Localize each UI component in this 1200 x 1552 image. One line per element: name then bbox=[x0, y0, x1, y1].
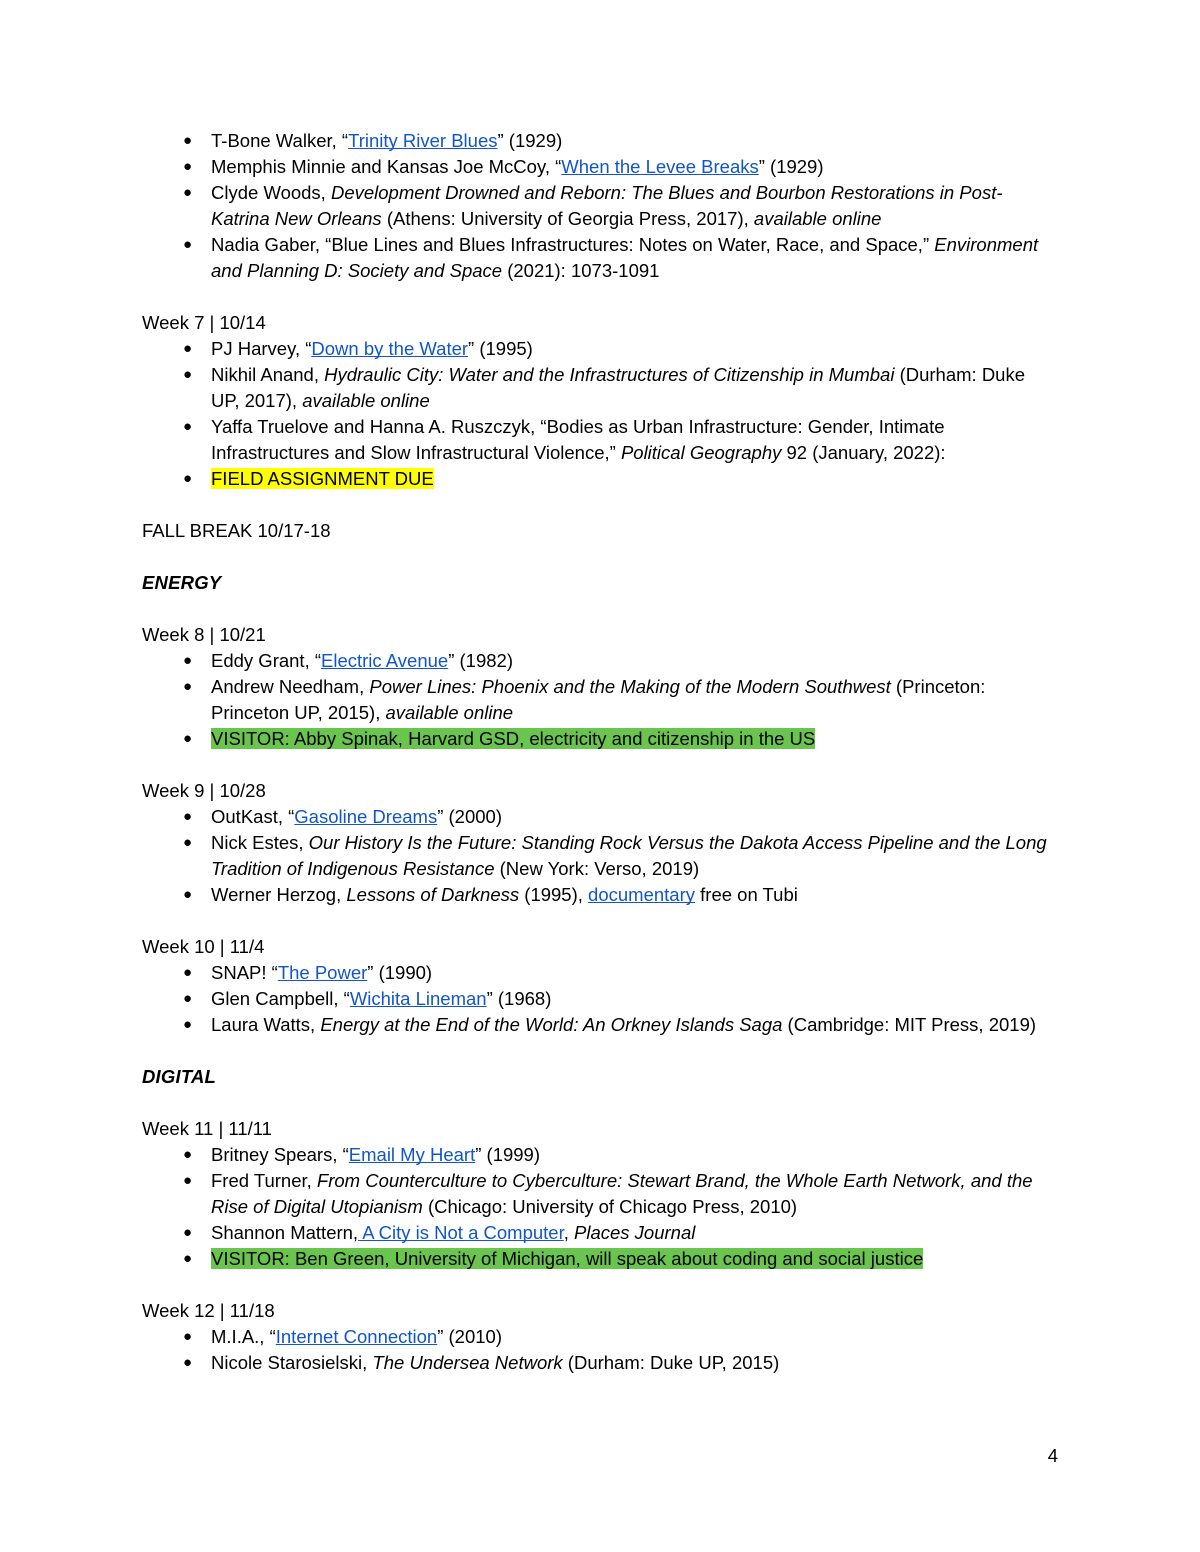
list-item bbox=[142, 882, 1058, 908]
citation-text: Fred Turner, bbox=[211, 1170, 317, 1191]
song-link[interactable]: Trinity River Blues bbox=[348, 130, 498, 151]
citation-text: (Princeton: Princeton UP, 2015), bbox=[211, 676, 986, 723]
citation-text: Memphis Minnie and Kansas Joe McCoy, “ bbox=[211, 156, 562, 177]
week10-reading-list bbox=[142, 960, 1058, 1038]
bullet-icon: ● bbox=[183, 1354, 193, 1371]
week-heading-7: Week 7 | 10/14 bbox=[142, 312, 266, 333]
bullet-icon: ● bbox=[183, 886, 193, 903]
citation-text: Eddy Grant, “ bbox=[211, 650, 322, 671]
book-title: Power Lines: Phoenix and the Making of the Modern Southwest bbox=[369, 676, 891, 697]
week-heading-11: Week 11 | 11/11 bbox=[142, 1118, 272, 1139]
list-item bbox=[142, 804, 1058, 830]
bullet-icon: ● bbox=[183, 132, 193, 149]
week-heading-10: Week 10 | 11/4 bbox=[142, 936, 265, 957]
book-title: Development Drowned and Reborn: The Blues and Bourbon Restorations in Post-Katrina New Orleans bbox=[211, 182, 1003, 229]
bullet-icon: ● bbox=[183, 652, 193, 669]
week12-reading-list bbox=[142, 1324, 1058, 1376]
citation-text: (Chicago: University of Chicago Press, 2010) bbox=[422, 1196, 798, 1217]
article-link[interactable]: A City is Not a Computer bbox=[358, 1222, 564, 1243]
citation-text: ” (1929) bbox=[497, 130, 563, 151]
paragraph-spacer bbox=[142, 284, 1058, 310]
citation-text: (New York: Verso, 2019) bbox=[494, 858, 700, 879]
list-item bbox=[142, 154, 1058, 180]
citation-text: free on Tubi bbox=[695, 884, 798, 905]
page-number: 4 bbox=[1047, 1445, 1058, 1466]
assignment-due-highlight: FIELD ASSIGNMENT DUE bbox=[211, 468, 434, 489]
citation-text: ” (1999) bbox=[475, 1144, 541, 1165]
list-item bbox=[142, 362, 1058, 414]
paragraph-spacer bbox=[142, 908, 1058, 934]
week11-reading-list bbox=[142, 1142, 1058, 1272]
bullet-icon: ● bbox=[183, 990, 193, 1007]
list-item bbox=[142, 180, 1058, 232]
paragraph-spacer bbox=[142, 596, 1058, 622]
citation-text: Nick Estes, bbox=[211, 832, 309, 853]
song-link[interactable]: Wichita Lineman bbox=[349, 988, 487, 1009]
citation-text: T-Bone Walker, “ bbox=[211, 130, 349, 151]
song-link[interactable]: Gasoline Dreams bbox=[294, 806, 438, 827]
citation-text: ” (1995) bbox=[468, 338, 533, 359]
list-item bbox=[142, 1220, 1058, 1246]
week9-reading-list bbox=[142, 804, 1058, 908]
book-title: From Counterculture to Cyberculture: Stewart Brand, the Whole Earth Network, and the Rise of Digital Utopianism bbox=[211, 1170, 1033, 1217]
citation-text: Nikhil Anand, bbox=[211, 364, 325, 385]
bullet-icon: ● bbox=[183, 184, 193, 201]
bullet-icon: ● bbox=[183, 470, 193, 487]
song-link[interactable]: When the Levee Breaks bbox=[561, 156, 759, 177]
citation-text: Shannon Mattern, bbox=[211, 1222, 359, 1243]
document-body bbox=[142, 128, 1058, 1376]
week8-reading-list bbox=[142, 648, 1058, 752]
citation-text: (Cambridge: MIT Press, 2019) bbox=[782, 1014, 1037, 1035]
citation-text: ” (2010) bbox=[437, 1326, 502, 1347]
citation-text: Yaffa Truelove and Hanna A. Ruszczyk, “Bodies as Urban Infrastructure: Gender, Intimate Infrastructures and Slow Infrastructural Violence,” bbox=[211, 416, 945, 463]
bullet-icon: ● bbox=[183, 678, 193, 695]
bullet-icon: ● bbox=[183, 1328, 193, 1345]
book-title: Hydraulic City: Water and the Infrastructures of Citizenship in Mumbai bbox=[324, 364, 895, 385]
song-link[interactable]: Down by the Water bbox=[311, 338, 469, 359]
list-item bbox=[142, 726, 1058, 752]
bullet-icon: ● bbox=[183, 1016, 193, 1033]
paragraph-spacer bbox=[142, 544, 1058, 570]
bullet-icon: ● bbox=[183, 834, 193, 851]
bullet-icon: ● bbox=[183, 964, 193, 981]
citation-text: OutKast, “ bbox=[211, 806, 295, 827]
book-title: Our History Is the Future: Standing Rock Versus the Dakota Access Pipeline and the Long Tradition of Indigenous Resistance bbox=[211, 832, 1047, 879]
citation-text: 92 (January, 2022): bbox=[781, 442, 946, 463]
citation-text: , bbox=[563, 1222, 575, 1243]
citation-text: Nicole Starosielski, bbox=[211, 1352, 373, 1373]
journal-title: Environment and Planning D: Society and Space bbox=[211, 234, 1039, 281]
bullet-icon: ● bbox=[183, 366, 193, 383]
film-title: Lessons of Darkness bbox=[346, 884, 520, 905]
list-item bbox=[142, 1350, 1058, 1376]
book-title: Energy at the End of the World: An Orkney Islands Saga bbox=[320, 1014, 783, 1035]
citation-text: Laura Watts, bbox=[211, 1014, 321, 1035]
list-item bbox=[142, 960, 1058, 986]
citation-text: Nadia Gaber, “Blue Lines and Blues Infrastructures: Notes on Water, Race, and Space,” bbox=[211, 234, 935, 255]
bullet-icon: ● bbox=[183, 236, 193, 253]
citation-text: (Durham: Duke UP, 2017), bbox=[211, 364, 1026, 411]
bullet-icon: ● bbox=[183, 808, 193, 825]
song-link[interactable]: Email My Heart bbox=[348, 1144, 476, 1165]
paragraph-spacer bbox=[142, 752, 1058, 778]
list-item bbox=[142, 336, 1058, 362]
bullet-icon: ● bbox=[183, 1146, 193, 1163]
list-item bbox=[142, 232, 1058, 284]
citation-text: Britney Spears, “ bbox=[211, 1144, 349, 1165]
citation-text: ” (2000) bbox=[437, 806, 502, 827]
week7-reading-list bbox=[142, 336, 1058, 492]
citation-text: Clyde Woods, bbox=[211, 182, 331, 203]
list-item bbox=[142, 674, 1058, 726]
list-item bbox=[142, 986, 1058, 1012]
availability-note: available online bbox=[302, 390, 430, 411]
bullet-icon: ● bbox=[183, 1172, 193, 1189]
citation-text: (2021): 1073-1091 bbox=[502, 260, 660, 281]
book-title: The Undersea Network bbox=[372, 1352, 563, 1373]
citation-text: ” (1990) bbox=[367, 962, 433, 983]
song-link[interactable]: The Power bbox=[277, 962, 368, 983]
citation-text: Andrew Needham, bbox=[211, 676, 370, 697]
list-item bbox=[142, 1012, 1058, 1038]
bullet-icon: ● bbox=[183, 1224, 193, 1241]
visitor-highlight: VISITOR: Abby Spinak, Harvard GSD, electricity and citizenship in the US bbox=[211, 728, 816, 749]
journal-title: Places Journal bbox=[574, 1222, 696, 1243]
bullet-icon: ● bbox=[183, 418, 193, 435]
list-item bbox=[142, 1168, 1058, 1220]
paragraph-spacer bbox=[142, 1272, 1058, 1298]
song-link[interactable]: Electric Avenue bbox=[321, 650, 449, 671]
bullet-icon: ● bbox=[183, 1250, 193, 1267]
section-heading-digital: DIGITAL bbox=[142, 1066, 217, 1087]
bullet-icon: ● bbox=[183, 730, 193, 747]
list-item bbox=[142, 1142, 1058, 1168]
week-heading-12: Week 12 | 11/18 bbox=[142, 1300, 275, 1321]
list-item bbox=[142, 414, 1058, 466]
citation-text: Glen Campbell, “ bbox=[211, 988, 350, 1009]
list-item bbox=[142, 466, 1058, 492]
bullet-icon: ● bbox=[183, 340, 193, 357]
list-item bbox=[142, 830, 1058, 882]
documentary-link[interactable]: documentary bbox=[588, 884, 695, 905]
citation-text: ” (1929) bbox=[758, 156, 824, 177]
citation-text: (1995), bbox=[519, 884, 589, 905]
citation-text: Werner Herzog, bbox=[211, 884, 347, 905]
availability-note: available online bbox=[753, 208, 882, 229]
week-heading-8: Week 8 | 10/21 bbox=[142, 624, 266, 645]
list-item bbox=[142, 1324, 1058, 1350]
citation-text: ” (1982) bbox=[448, 650, 513, 671]
citation-text: SNAP! “ bbox=[211, 962, 278, 983]
paragraph-spacer bbox=[142, 492, 1058, 518]
section-heading-energy: ENERGY bbox=[142, 572, 222, 593]
fall-break-note: FALL BREAK 10/17-18 bbox=[142, 520, 331, 541]
week6-reading-list bbox=[142, 128, 1058, 284]
journal-title: Political Geography bbox=[620, 442, 782, 463]
list-item bbox=[142, 648, 1058, 674]
song-link[interactable]: Internet Connection bbox=[275, 1326, 438, 1347]
paragraph-spacer bbox=[142, 1038, 1058, 1064]
citation-text: ” (1968) bbox=[486, 988, 552, 1009]
week-heading-9: Week 9 | 10/28 bbox=[142, 780, 266, 801]
paragraph-spacer bbox=[142, 1090, 1058, 1116]
visitor-highlight: VISITOR: Ben Green, University of Michigan, will speak about coding and social justice bbox=[211, 1248, 924, 1269]
list-item bbox=[142, 1246, 1058, 1272]
list-item bbox=[142, 128, 1058, 154]
citation-text: (Durham: Duke UP, 2015) bbox=[562, 1352, 780, 1373]
citation-text: (Athens: University of Georgia Press, 2017), bbox=[381, 208, 754, 229]
citation-text: M.I.A., “ bbox=[211, 1326, 276, 1347]
citation-text: PJ Harvey, “ bbox=[211, 338, 312, 359]
availability-note: available online bbox=[385, 702, 514, 723]
bullet-icon: ● bbox=[183, 158, 193, 175]
